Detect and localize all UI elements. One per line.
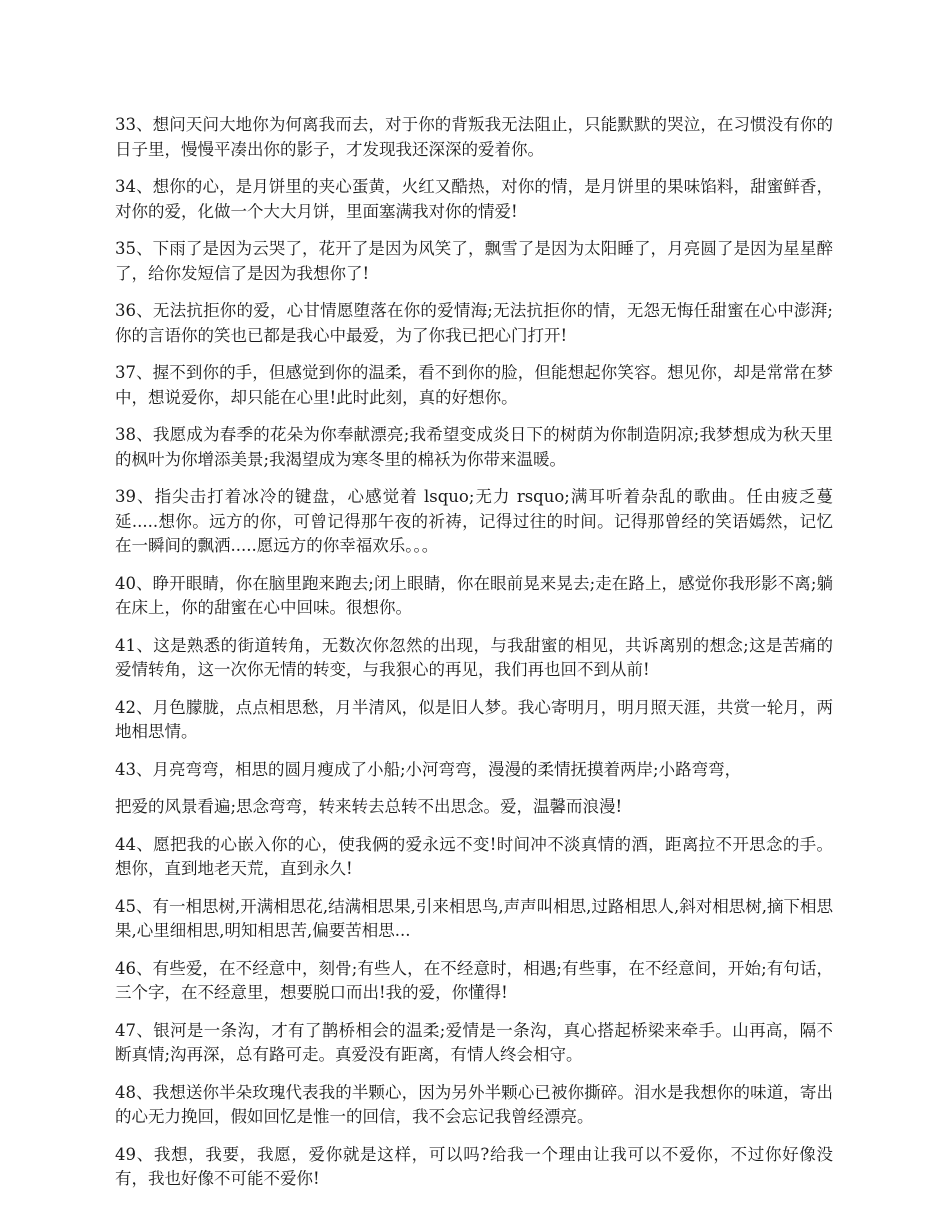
paragraph-39: 39、指尖击打着冰冷的键盘，心感觉着 lsquo;无力 rsquo;满耳听着杂乱的歌曲。任由疲乏蔓延.....想你。远方的你，可曾记得那午夜的祈祷，记得过往的时间。记得那曾经的笑语嫣然，记忆在一瞬间的飘洒.....愿远方的你幸福欢乐。。。 <box>115 487 833 555</box>
paragraph-44: 44、愿把我的心嵌入你的心，使我俩的爱永远不变!时间冲不淡真情的酒，距离拉不开思念的手。想你，直到地老天荒，直到永久! <box>115 834 833 878</box>
paragraph-47: 47、银河是一条沟，才有了鹊桥相会的温柔;爱情是一条沟，真心搭起桥梁来牵手。山再高，隔不断真情;沟再深，总有路可走。真爱没有距离，有情人终会相守。 <box>115 1020 833 1064</box>
paragraph-45: 45、有一相思树,开满相思花,结满相思果,引来相思鸟,声声叫相思,过路相思人,斜对相思树,摘下相思果,心里细相思,明知相思苦,偏要苦相思... <box>115 896 833 940</box>
paragraph-43-continued: 把爱的风景看遍;思念弯弯，转来转去总转不出思念。爱，温馨而浪漫! <box>115 797 623 816</box>
paragraph-37: 37、握不到你的手，但感觉到你的温柔，看不到你的脸，但能想起你笑容。想见你，却是常常在梦中，想说爱你，却只能在心里!此时此刻，真的好想你。 <box>115 363 833 407</box>
paragraph-40: 40、睁开眼睛，你在脑里跑来跑去;闭上眼睛，你在眼前晃来晃去;走在路上，感觉你我形影不离;躺在床上，你的甜蜜在心中回味。很想你。 <box>115 573 833 617</box>
paragraph-36: 36、无法抗拒你的爱，心甘情愿堕落在你的爱情海;无法抗拒你的情，无怨无悔任甜蜜在心中澎湃;你的言语你的笑也已都是我心中最爱，为了你我已把心门打开! <box>115 301 833 345</box>
document-body <box>115 113 833 1205</box>
paragraph-34: 34、想你的心，是月饼里的夹心蛋黄，火红又酷热，对你的情，是月饼里的果味馅料，甜蜜鲜香，对你的爱，化做一个大大月饼，里面塞满我对你的情爱! <box>115 177 833 221</box>
paragraph-38: 38、我愿成为春季的花朵为你奉献漂亮;我希望变成炎日下的树荫为你制造阴凉;我梦想成为秋天里的枫叶为你增添美景;我渴望成为寒冬里的棉袄为你带来温暖。 <box>115 425 833 469</box>
paragraph-43: 43、月亮弯弯，相思的圆月瘦成了小船;小河弯弯，漫漫的柔情抚摸着两岸;小路弯弯， <box>115 759 742 779</box>
paragraph-35: 35、下雨了是因为云哭了，花开了是因为风笑了，飘雪了是因为太阳睡了，月亮圆了是因为星星醉了，给你发短信了是因为我想你了! <box>115 239 833 283</box>
paragraph-33: 33、想问天问大地你为何离我而去，对于你的背叛我无法阻止，只能默默的哭泣，在习惯没有你的日子里，慢慢平凑出你的影子，才发现我还深深的爱着你。 <box>115 115 833 159</box>
paragraph-49: 49、我想，我要，我愿，爱你就是这样，可以吗?给我一个理由让我可以不爱你，不过你好像没有，我也好像不可能不爱你! <box>115 1144 833 1188</box>
paragraph-46: 46、有些爱，在不经意中，刻骨;有些人，在不经意时，相遇;有些事，在不经意间，开始;有句话，三个字，在不经意里，想要脱口而出!我的爱，你懂得! <box>115 958 833 1002</box>
paragraph-42: 42、月色朦胧，点点相思愁，月半清风，似是旧人梦。我心寄明月，明月照天涯，共赏一轮月，两地相思情。 <box>115 697 833 741</box>
paragraph-48: 48、我想送你半朵玫瑰代表我的半颗心，因为另外半颗心已被你撕碎。泪水是我想你的味道，寄出的心无力挽回，假如回忆是惟一的回信，我不会忘记我曾经漂亮。 <box>115 1082 833 1126</box>
paragraph-41: 41、这是熟悉的街道转角，无数次你忽然的出现，与我甜蜜的相见，共诉离别的想念;这是苦痛的爱情转角，这一次你无情的转变，与我狠心的再见，我们再也回不到从前! <box>115 635 833 679</box>
